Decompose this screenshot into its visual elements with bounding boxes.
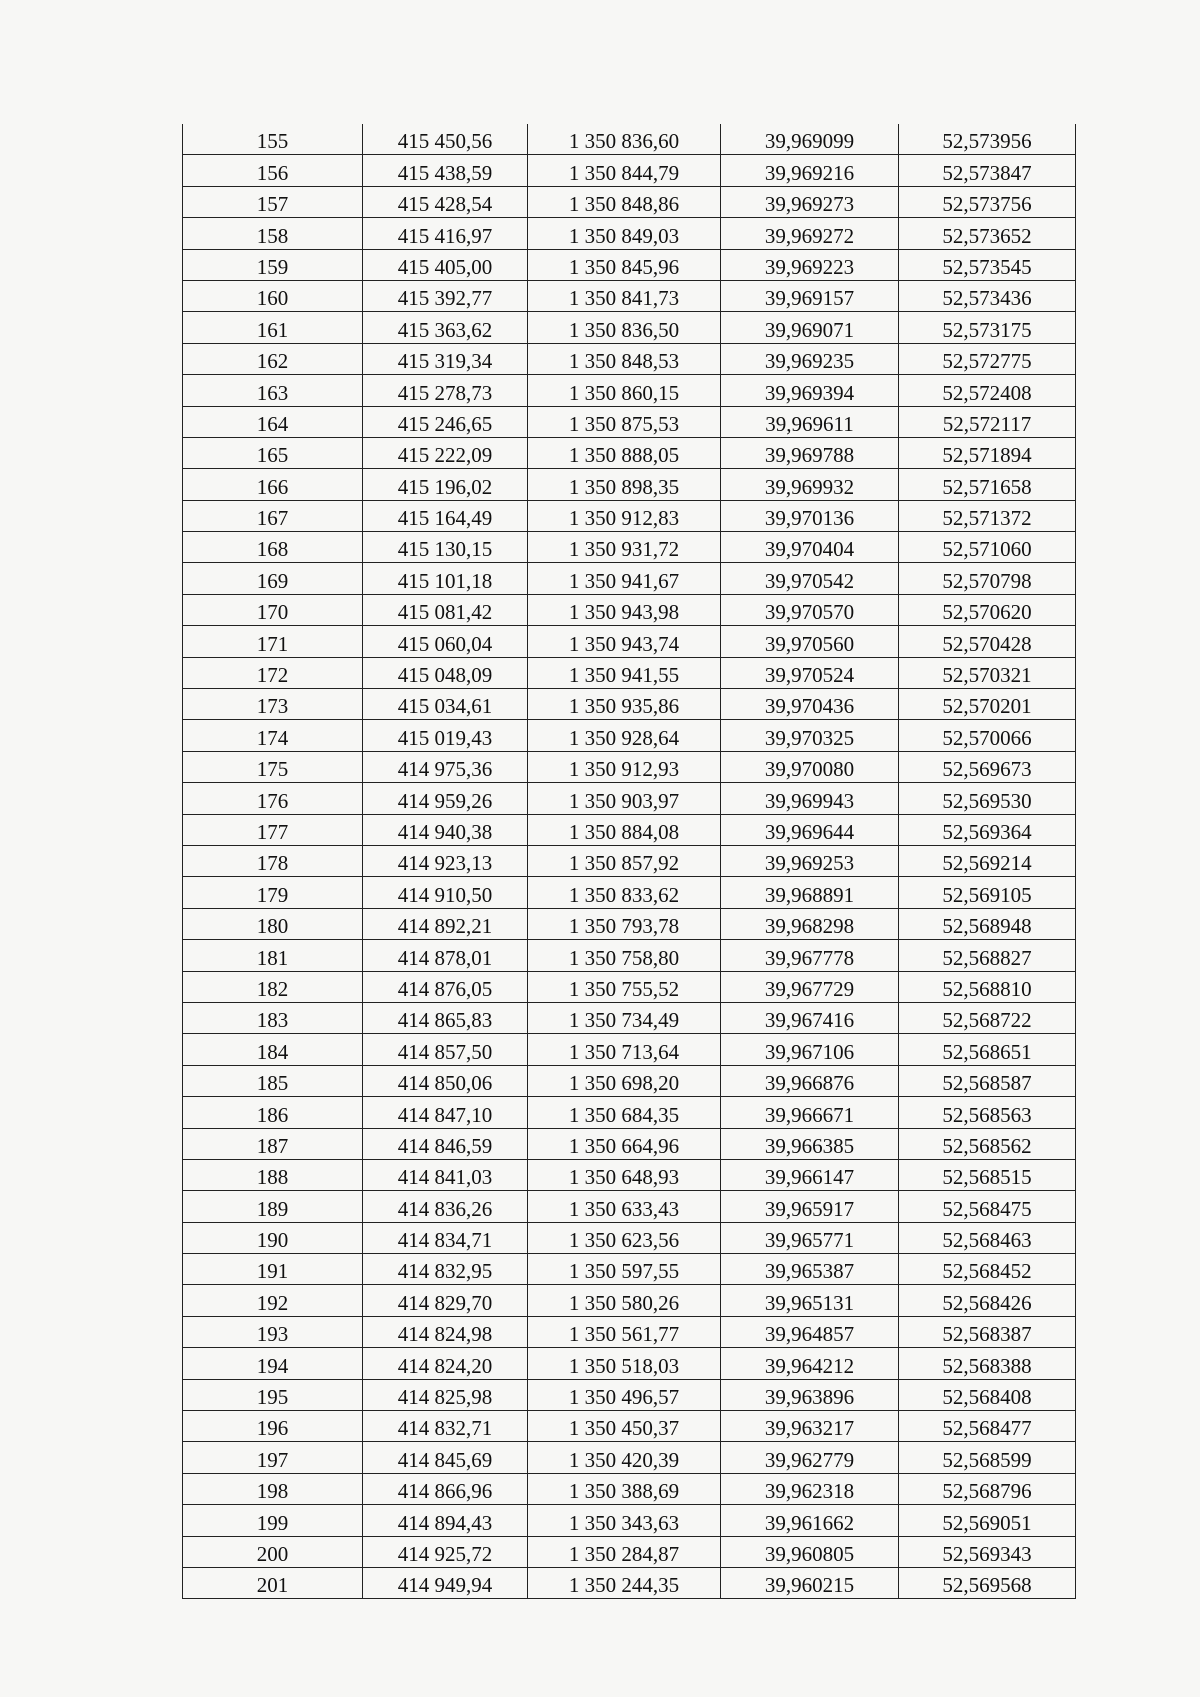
table-row: [183, 1128, 1076, 1159]
x-coordinate-cell: 415 048,09: [363, 657, 528, 688]
x-coordinate-cell: 414 829,70: [363, 1285, 528, 1316]
point-number-cell: 182: [183, 971, 363, 1002]
longitude-cell: 52,568827: [899, 940, 1076, 971]
point-number-cell: 192: [183, 1285, 363, 1316]
latitude-cell: 39,969223: [721, 249, 899, 280]
latitude-cell: 39,969932: [721, 469, 899, 500]
latitude-cell: 39,969611: [721, 406, 899, 437]
x-coordinate-cell: 414 910,50: [363, 877, 528, 908]
table-row: [183, 343, 1076, 374]
x-coordinate-cell: 414 825,98: [363, 1379, 528, 1410]
table-row: [183, 783, 1076, 814]
point-number-cell: 199: [183, 1505, 363, 1536]
longitude-cell: 52,568477: [899, 1411, 1076, 1442]
y-coordinate-cell: 1 350 597,55: [528, 1254, 721, 1285]
longitude-cell: 52,568388: [899, 1348, 1076, 1379]
latitude-cell: 39,969157: [721, 280, 899, 311]
longitude-cell: 52,569051: [899, 1505, 1076, 1536]
point-number-cell: 187: [183, 1128, 363, 1159]
longitude-cell: 52,572775: [899, 343, 1076, 374]
y-coordinate-cell: 1 350 755,52: [528, 971, 721, 1002]
longitude-cell: 52,571372: [899, 500, 1076, 531]
table-row: [183, 280, 1076, 311]
y-coordinate-cell: 1 350 888,05: [528, 437, 721, 468]
point-number-cell: 170: [183, 594, 363, 625]
x-coordinate-cell: 414 832,71: [363, 1411, 528, 1442]
latitude-cell: 39,966876: [721, 1065, 899, 1096]
table-row: [183, 155, 1076, 186]
point-number-cell: 167: [183, 500, 363, 531]
table-row: [183, 406, 1076, 437]
longitude-cell: 52,568562: [899, 1128, 1076, 1159]
y-coordinate-cell: 1 350 848,86: [528, 186, 721, 217]
point-number-cell: 161: [183, 312, 363, 343]
x-coordinate-cell: 414 975,36: [363, 751, 528, 782]
table-row: [183, 594, 1076, 625]
table-row: [183, 908, 1076, 939]
y-coordinate-cell: 1 350 623,56: [528, 1222, 721, 1253]
longitude-cell: 52,568475: [899, 1191, 1076, 1222]
x-coordinate-cell: 415 101,18: [363, 563, 528, 594]
y-coordinate-cell: 1 350 928,64: [528, 720, 721, 751]
x-coordinate-cell: 414 949,94: [363, 1567, 528, 1598]
table-row: [183, 1191, 1076, 1222]
longitude-cell: 52,569364: [899, 814, 1076, 845]
longitude-cell: 52,568599: [899, 1442, 1076, 1473]
y-coordinate-cell: 1 350 898,35: [528, 469, 721, 500]
longitude-cell: 52,573756: [899, 186, 1076, 217]
table-row: [183, 1411, 1076, 1442]
table-row: [183, 563, 1076, 594]
point-number-cell: 172: [183, 657, 363, 688]
point-number-cell: 157: [183, 186, 363, 217]
point-number-cell: 195: [183, 1379, 363, 1410]
latitude-cell: 39,970080: [721, 751, 899, 782]
y-coordinate-cell: 1 350 633,43: [528, 1191, 721, 1222]
point-number-cell: 181: [183, 940, 363, 971]
longitude-cell: 52,568563: [899, 1097, 1076, 1128]
point-number-cell: 194: [183, 1348, 363, 1379]
point-number-cell: 189: [183, 1191, 363, 1222]
y-coordinate-cell: 1 350 684,35: [528, 1097, 721, 1128]
table-row: [183, 532, 1076, 563]
point-number-cell: 184: [183, 1034, 363, 1065]
longitude-cell: 52,570428: [899, 626, 1076, 657]
y-coordinate-cell: 1 350 903,97: [528, 783, 721, 814]
x-coordinate-cell: 414 959,26: [363, 783, 528, 814]
latitude-cell: 39,965131: [721, 1285, 899, 1316]
longitude-cell: 52,571060: [899, 532, 1076, 563]
point-number-cell: 174: [183, 720, 363, 751]
table-row: [183, 877, 1076, 908]
longitude-cell: 52,568810: [899, 971, 1076, 1002]
y-coordinate-cell: 1 350 875,53: [528, 406, 721, 437]
x-coordinate-cell: 415 438,59: [363, 155, 528, 186]
table-row: [183, 626, 1076, 657]
table-row: [183, 1567, 1076, 1598]
longitude-cell: 52,568948: [899, 908, 1076, 939]
latitude-cell: 39,967729: [721, 971, 899, 1002]
latitude-cell: 39,970436: [721, 689, 899, 720]
y-coordinate-cell: 1 350 496,57: [528, 1379, 721, 1410]
y-coordinate-cell: 1 350 943,98: [528, 594, 721, 625]
y-coordinate-cell: 1 350 648,93: [528, 1159, 721, 1190]
table-row: [183, 1159, 1076, 1190]
y-coordinate-cell: 1 350 713,64: [528, 1034, 721, 1065]
y-coordinate-cell: 1 350 664,96: [528, 1128, 721, 1159]
x-coordinate-cell: 415 222,09: [363, 437, 528, 468]
y-coordinate-cell: 1 350 841,73: [528, 280, 721, 311]
point-number-cell: 178: [183, 845, 363, 876]
point-number-cell: 201: [183, 1567, 363, 1598]
longitude-cell: 52,570620: [899, 594, 1076, 625]
x-coordinate-cell: 414 892,21: [363, 908, 528, 939]
y-coordinate-cell: 1 350 343,63: [528, 1505, 721, 1536]
latitude-cell: 39,968298: [721, 908, 899, 939]
latitude-cell: 39,966385: [721, 1128, 899, 1159]
latitude-cell: 39,969644: [721, 814, 899, 845]
longitude-cell: 52,568387: [899, 1316, 1076, 1347]
latitude-cell: 39,969394: [721, 375, 899, 406]
point-number-cell: 200: [183, 1536, 363, 1567]
x-coordinate-cell: 414 824,98: [363, 1316, 528, 1347]
table-row: [183, 1348, 1076, 1379]
y-coordinate-cell: 1 350 793,78: [528, 908, 721, 939]
y-coordinate-cell: 1 350 943,74: [528, 626, 721, 657]
point-number-cell: 171: [183, 626, 363, 657]
point-number-cell: 191: [183, 1254, 363, 1285]
point-number-cell: 180: [183, 908, 363, 939]
longitude-cell: 52,568651: [899, 1034, 1076, 1065]
y-coordinate-cell: 1 350 580,26: [528, 1285, 721, 1316]
y-coordinate-cell: 1 350 941,55: [528, 657, 721, 688]
longitude-cell: 52,568452: [899, 1254, 1076, 1285]
point-number-cell: 155: [183, 124, 363, 155]
point-number-cell: 193: [183, 1316, 363, 1347]
point-number-cell: 179: [183, 877, 363, 908]
point-number-cell: 159: [183, 249, 363, 280]
point-number-cell: 164: [183, 406, 363, 437]
point-number-cell: 165: [183, 437, 363, 468]
longitude-cell: 52,569343: [899, 1536, 1076, 1567]
latitude-cell: 39,969272: [721, 218, 899, 249]
table-row: [183, 218, 1076, 249]
latitude-cell: 39,963896: [721, 1379, 899, 1410]
latitude-cell: 39,969099: [721, 124, 899, 155]
x-coordinate-cell: 414 878,01: [363, 940, 528, 971]
table-row: [183, 751, 1076, 782]
point-number-cell: 163: [183, 375, 363, 406]
latitude-cell: 39,969273: [721, 186, 899, 217]
x-coordinate-cell: 415 363,62: [363, 312, 528, 343]
y-coordinate-cell: 1 350 833,62: [528, 877, 721, 908]
y-coordinate-cell: 1 350 450,37: [528, 1411, 721, 1442]
table-row: [183, 375, 1076, 406]
latitude-cell: 39,970136: [721, 500, 899, 531]
y-coordinate-cell: 1 350 698,20: [528, 1065, 721, 1096]
point-number-cell: 156: [183, 155, 363, 186]
x-coordinate-cell: 414 857,50: [363, 1034, 528, 1065]
longitude-cell: 52,571894: [899, 437, 1076, 468]
x-coordinate-cell: 414 865,83: [363, 1002, 528, 1033]
x-coordinate-cell: 415 060,04: [363, 626, 528, 657]
x-coordinate-cell: 414 845,69: [363, 1442, 528, 1473]
longitude-cell: 52,569214: [899, 845, 1076, 876]
coordinates-table: [182, 124, 1076, 1599]
x-coordinate-cell: 415 246,65: [363, 406, 528, 437]
table-row: [183, 312, 1076, 343]
x-coordinate-cell: 414 866,96: [363, 1473, 528, 1504]
latitude-cell: 39,964212: [721, 1348, 899, 1379]
point-number-cell: 176: [183, 783, 363, 814]
x-coordinate-cell: 414 832,95: [363, 1254, 528, 1285]
longitude-cell: 52,568515: [899, 1159, 1076, 1190]
table-row: [183, 1222, 1076, 1253]
table-row: [183, 689, 1076, 720]
x-coordinate-cell: 414 834,71: [363, 1222, 528, 1253]
latitude-cell: 39,961662: [721, 1505, 899, 1536]
latitude-cell: 39,960215: [721, 1567, 899, 1598]
table-row: [183, 500, 1076, 531]
x-coordinate-cell: 415 081,42: [363, 594, 528, 625]
point-number-cell: 188: [183, 1159, 363, 1190]
x-coordinate-cell: 414 925,72: [363, 1536, 528, 1567]
point-number-cell: 183: [183, 1002, 363, 1033]
y-coordinate-cell: 1 350 845,96: [528, 249, 721, 280]
latitude-cell: 39,966147: [721, 1159, 899, 1190]
table-row: [183, 1097, 1076, 1128]
x-coordinate-cell: 415 450,56: [363, 124, 528, 155]
longitude-cell: 52,570201: [899, 689, 1076, 720]
latitude-cell: 39,970325: [721, 720, 899, 751]
longitude-cell: 52,568408: [899, 1379, 1076, 1410]
y-coordinate-cell: 1 350 912,83: [528, 500, 721, 531]
table-row: [183, 1505, 1076, 1536]
y-coordinate-cell: 1 350 561,77: [528, 1316, 721, 1347]
table-row: [183, 1316, 1076, 1347]
y-coordinate-cell: 1 350 518,03: [528, 1348, 721, 1379]
x-coordinate-cell: 415 130,15: [363, 532, 528, 563]
y-coordinate-cell: 1 350 388,69: [528, 1473, 721, 1504]
y-coordinate-cell: 1 350 284,87: [528, 1536, 721, 1567]
longitude-cell: 52,568463: [899, 1222, 1076, 1253]
y-coordinate-cell: 1 350 931,72: [528, 532, 721, 563]
latitude-cell: 39,969253: [721, 845, 899, 876]
x-coordinate-cell: 414 940,38: [363, 814, 528, 845]
table-row: [183, 845, 1076, 876]
longitude-cell: 52,572408: [899, 375, 1076, 406]
longitude-cell: 52,573956: [899, 124, 1076, 155]
table-row: [183, 1442, 1076, 1473]
latitude-cell: 39,969235: [721, 343, 899, 374]
y-coordinate-cell: 1 350 884,08: [528, 814, 721, 845]
x-coordinate-cell: 415 405,00: [363, 249, 528, 280]
table-row: [183, 657, 1076, 688]
x-coordinate-cell: 414 841,03: [363, 1159, 528, 1190]
table-row: [183, 469, 1076, 500]
y-coordinate-cell: 1 350 244,35: [528, 1567, 721, 1598]
x-coordinate-cell: 415 428,54: [363, 186, 528, 217]
point-number-cell: 198: [183, 1473, 363, 1504]
x-coordinate-cell: 415 019,43: [363, 720, 528, 751]
latitude-cell: 39,969943: [721, 783, 899, 814]
x-coordinate-cell: 415 034,61: [363, 689, 528, 720]
longitude-cell: 52,569673: [899, 751, 1076, 782]
latitude-cell: 39,969071: [721, 312, 899, 343]
longitude-cell: 52,571658: [899, 469, 1076, 500]
latitude-cell: 39,967106: [721, 1034, 899, 1065]
table-row: [183, 1065, 1076, 1096]
table-row: [183, 1002, 1076, 1033]
y-coordinate-cell: 1 350 941,67: [528, 563, 721, 594]
table-row: [183, 1254, 1076, 1285]
table-row: [183, 1379, 1076, 1410]
point-number-cell: 160: [183, 280, 363, 311]
table-row: [183, 249, 1076, 280]
longitude-cell: 52,570321: [899, 657, 1076, 688]
x-coordinate-cell: 414 824,20: [363, 1348, 528, 1379]
point-number-cell: 169: [183, 563, 363, 594]
table-row: [183, 1034, 1076, 1065]
point-number-cell: 158: [183, 218, 363, 249]
x-coordinate-cell: 414 850,06: [363, 1065, 528, 1096]
y-coordinate-cell: 1 350 860,15: [528, 375, 721, 406]
longitude-cell: 52,570798: [899, 563, 1076, 594]
table-row: [183, 814, 1076, 845]
latitude-cell: 39,970560: [721, 626, 899, 657]
y-coordinate-cell: 1 350 836,60: [528, 124, 721, 155]
point-number-cell: 177: [183, 814, 363, 845]
point-number-cell: 168: [183, 532, 363, 563]
latitude-cell: 39,960805: [721, 1536, 899, 1567]
longitude-cell: 52,569568: [899, 1567, 1076, 1598]
x-coordinate-cell: 415 278,73: [363, 375, 528, 406]
x-coordinate-cell: 415 416,97: [363, 218, 528, 249]
y-coordinate-cell: 1 350 848,53: [528, 343, 721, 374]
longitude-cell: 52,573652: [899, 218, 1076, 249]
x-coordinate-cell: 415 392,77: [363, 280, 528, 311]
x-coordinate-cell: 414 836,26: [363, 1191, 528, 1222]
longitude-cell: 52,573847: [899, 155, 1076, 186]
y-coordinate-cell: 1 350 836,50: [528, 312, 721, 343]
y-coordinate-cell: 1 350 935,86: [528, 689, 721, 720]
latitude-cell: 39,962779: [721, 1442, 899, 1473]
y-coordinate-cell: 1 350 857,92: [528, 845, 721, 876]
longitude-cell: 52,568796: [899, 1473, 1076, 1504]
point-number-cell: 185: [183, 1065, 363, 1096]
longitude-cell: 52,570066: [899, 720, 1076, 751]
latitude-cell: 39,967778: [721, 940, 899, 971]
table-row: [183, 720, 1076, 751]
table-row: [183, 124, 1076, 155]
latitude-cell: 39,964857: [721, 1316, 899, 1347]
x-coordinate-cell: 414 876,05: [363, 971, 528, 1002]
point-number-cell: 197: [183, 1442, 363, 1473]
x-coordinate-cell: 414 894,43: [363, 1505, 528, 1536]
longitude-cell: 52,568587: [899, 1065, 1076, 1096]
longitude-cell: 52,569530: [899, 783, 1076, 814]
coordinates-table-body: [183, 124, 1076, 1599]
point-number-cell: 190: [183, 1222, 363, 1253]
table-row: [183, 1536, 1076, 1567]
point-number-cell: 162: [183, 343, 363, 374]
y-coordinate-cell: 1 350 734,49: [528, 1002, 721, 1033]
longitude-cell: 52,572117: [899, 406, 1076, 437]
longitude-cell: 52,569105: [899, 877, 1076, 908]
x-coordinate-cell: 415 164,49: [363, 500, 528, 531]
table-row: [183, 437, 1076, 468]
longitude-cell: 52,568426: [899, 1285, 1076, 1316]
table-row: [183, 1285, 1076, 1316]
latitude-cell: 39,963217: [721, 1411, 899, 1442]
y-coordinate-cell: 1 350 849,03: [528, 218, 721, 249]
latitude-cell: 39,965387: [721, 1254, 899, 1285]
table-row: [183, 940, 1076, 971]
point-number-cell: 186: [183, 1097, 363, 1128]
table-row: [183, 186, 1076, 217]
latitude-cell: 39,962318: [721, 1473, 899, 1504]
latitude-cell: 39,965771: [721, 1222, 899, 1253]
x-coordinate-cell: 414 847,10: [363, 1097, 528, 1128]
point-number-cell: 173: [183, 689, 363, 720]
latitude-cell: 39,967416: [721, 1002, 899, 1033]
latitude-cell: 39,965917: [721, 1191, 899, 1222]
longitude-cell: 52,573545: [899, 249, 1076, 280]
x-coordinate-cell: 414 846,59: [363, 1128, 528, 1159]
longitude-cell: 52,573175: [899, 312, 1076, 343]
y-coordinate-cell: 1 350 420,39: [528, 1442, 721, 1473]
longitude-cell: 52,573436: [899, 280, 1076, 311]
point-number-cell: 175: [183, 751, 363, 782]
latitude-cell: 39,966671: [721, 1097, 899, 1128]
x-coordinate-cell: 415 196,02: [363, 469, 528, 500]
latitude-cell: 39,968891: [721, 877, 899, 908]
latitude-cell: 39,970570: [721, 594, 899, 625]
x-coordinate-cell: 415 319,34: [363, 343, 528, 374]
y-coordinate-cell: 1 350 912,93: [528, 751, 721, 782]
table-row: [183, 1473, 1076, 1504]
y-coordinate-cell: 1 350 758,80: [528, 940, 721, 971]
latitude-cell: 39,970524: [721, 657, 899, 688]
x-coordinate-cell: 414 923,13: [363, 845, 528, 876]
point-number-cell: 166: [183, 469, 363, 500]
latitude-cell: 39,970404: [721, 532, 899, 563]
longitude-cell: 52,568722: [899, 1002, 1076, 1033]
latitude-cell: 39,969788: [721, 437, 899, 468]
latitude-cell: 39,969216: [721, 155, 899, 186]
y-coordinate-cell: 1 350 844,79: [528, 155, 721, 186]
point-number-cell: 196: [183, 1411, 363, 1442]
table-row: [183, 971, 1076, 1002]
latitude-cell: 39,970542: [721, 563, 899, 594]
